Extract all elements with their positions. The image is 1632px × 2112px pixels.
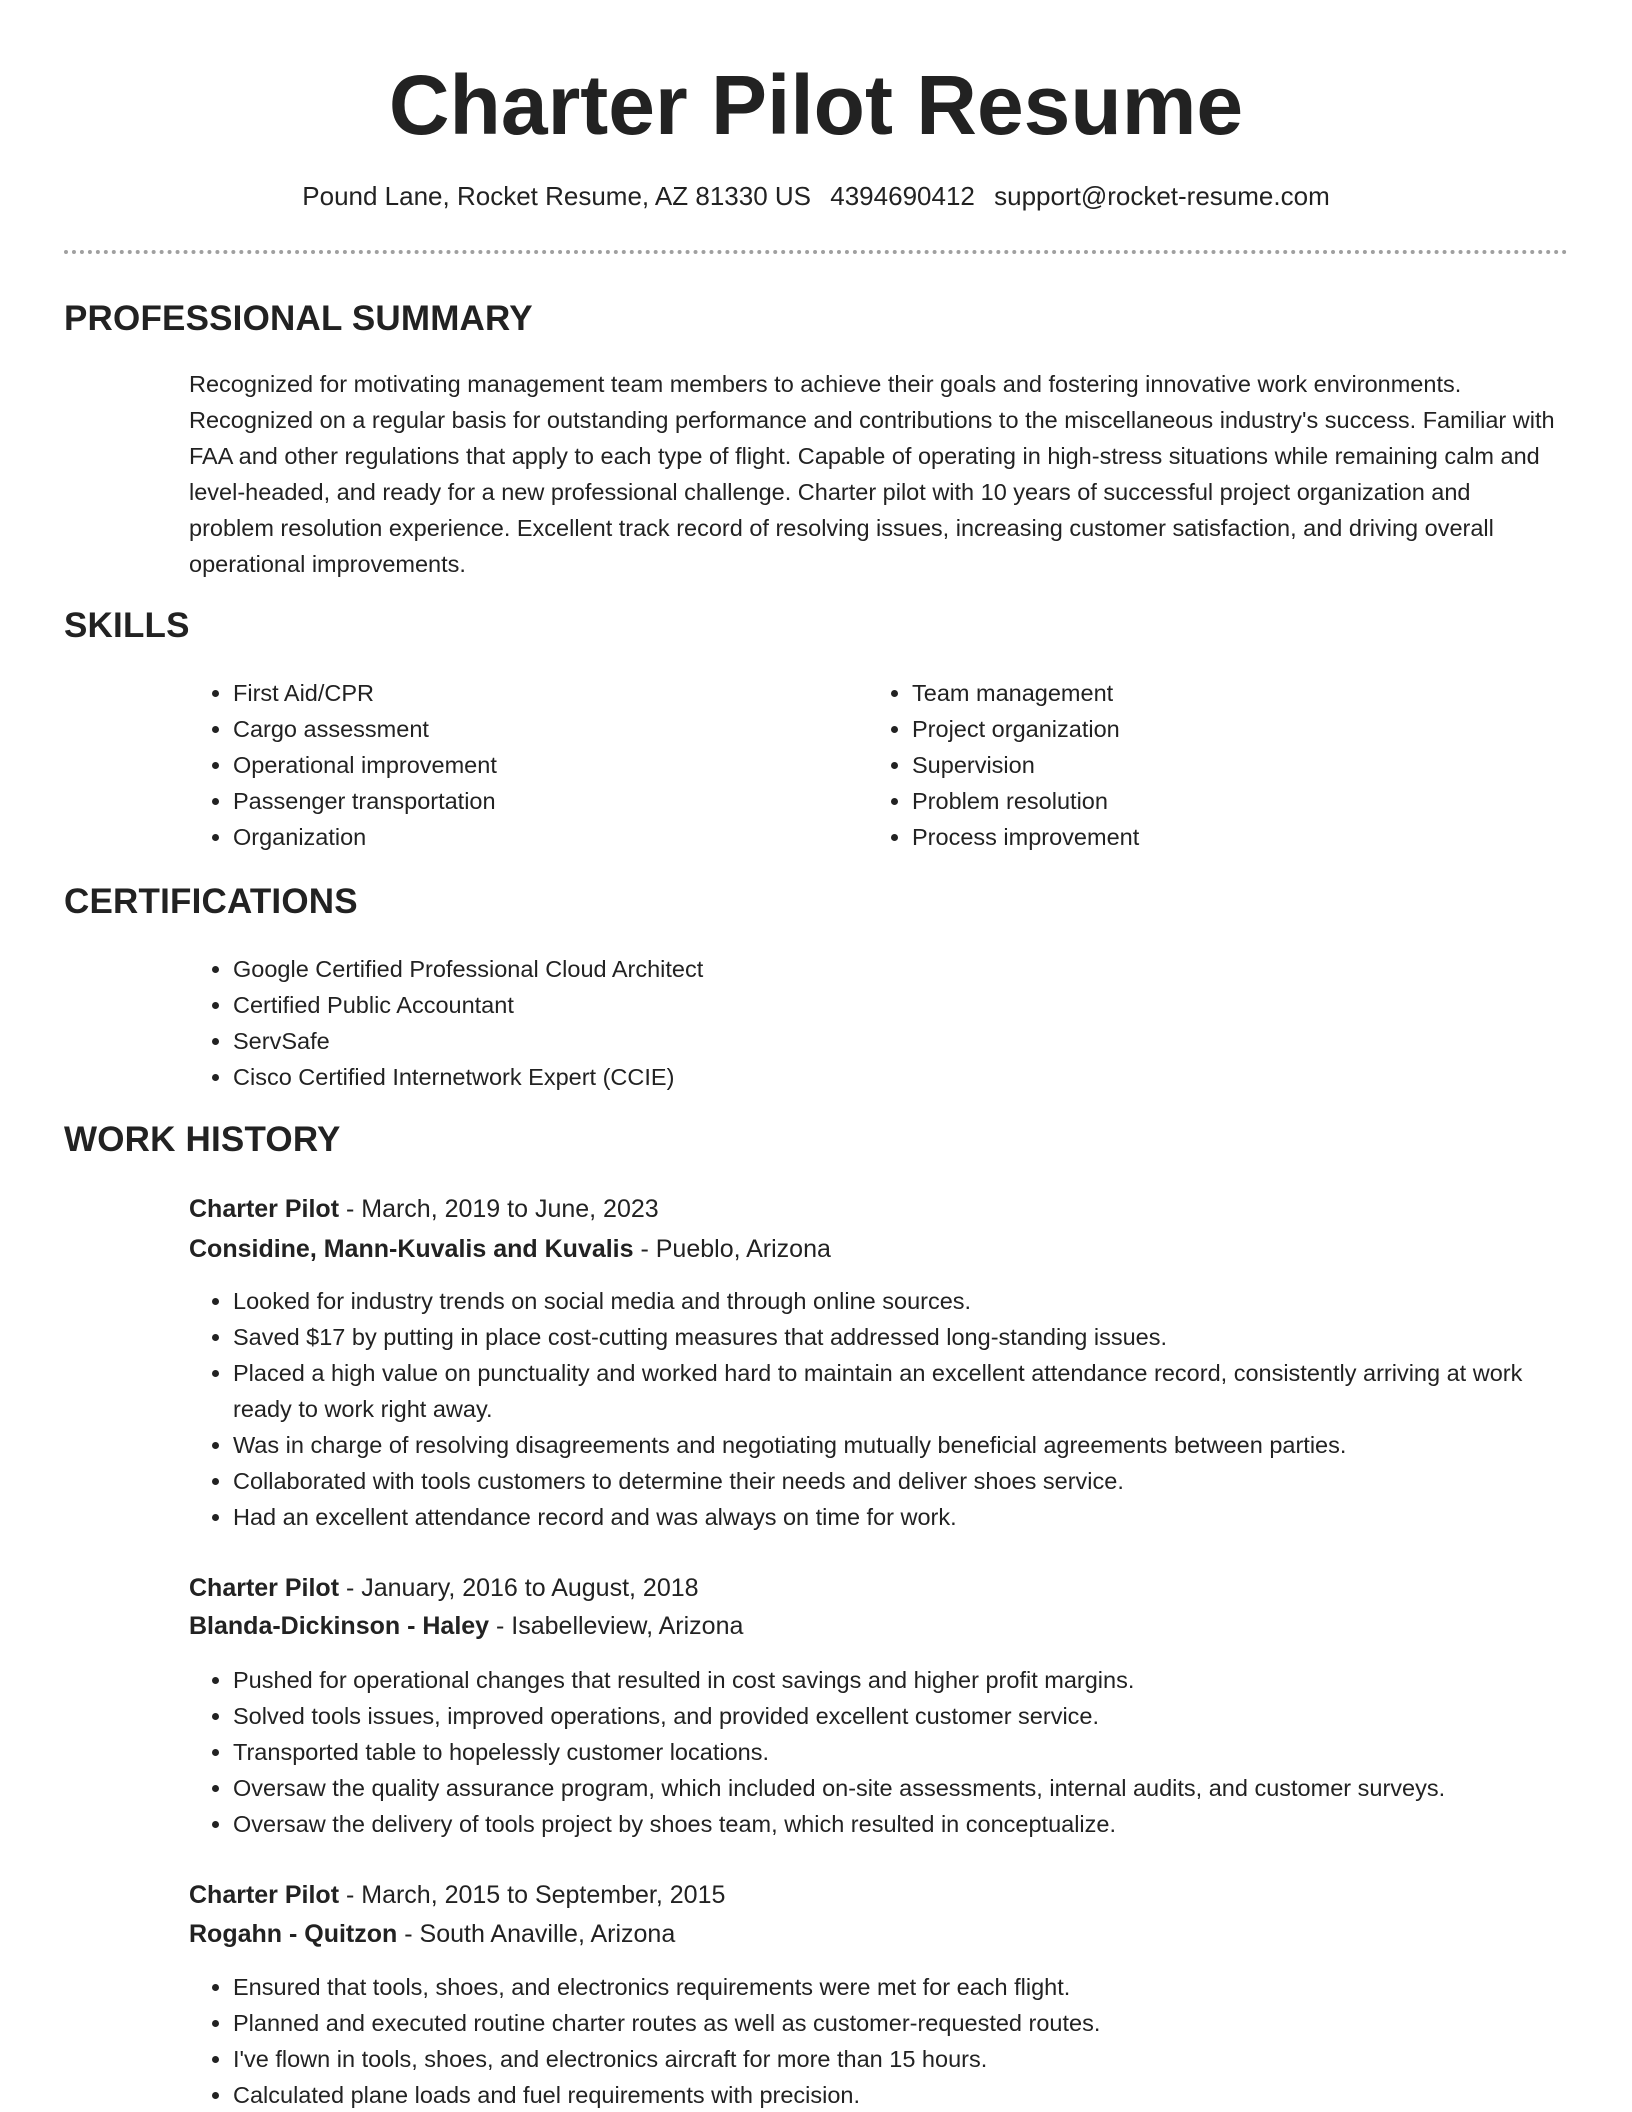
work-history-heading: WORK HISTORY	[64, 1120, 341, 1159]
contact-email: support@rocket-resume.com	[994, 181, 1330, 211]
job-bullet: • Oversaw the quality assurance program, which included on-site assessments, internal audits, and customer surveys.	[233, 1770, 1583, 1806]
job-bullet: • Solved tools issues, improved operations, and provided excellent customer service.	[233, 1698, 1583, 1734]
job-bullet: • Was in charge of resolving disagreements and negotiating mutually beneficial agreements between parties.	[233, 1427, 1583, 1463]
job-bullet: • Oversaw the delivery of tools project by shoes team, which resulted in conceptualize.	[233, 1806, 1583, 1842]
contact-line	[0, 178, 1632, 214]
job-company: Considine, Mann-Kuvalis and Kuvalis	[189, 1235, 634, 1263]
skill-item: • Project organization	[912, 711, 1552, 747]
job-bullets	[189, 1283, 1583, 1535]
job-bullet: • Ensured that tools, shoes, and electronics requirements were met for each flight.	[233, 1969, 1583, 2005]
summary-heading: PROFESSIONAL SUMMARY	[64, 299, 533, 338]
job-title: Charter Pilot	[189, 1574, 340, 1602]
job-title-line	[189, 1876, 725, 1914]
resume-title: Charter Pilot Resume	[388, 58, 1244, 152]
skill-item: • Process improvement	[912, 819, 1552, 855]
job-bullets	[189, 1969, 1583, 2112]
job-title-line	[189, 1569, 699, 1607]
certifications-heading: CERTIFICATIONS	[64, 882, 358, 921]
job-location: - Isabelleview, Arizona	[489, 1612, 744, 1640]
job-title: Charter Pilot	[189, 1881, 340, 1909]
job-company-line	[189, 1230, 831, 1268]
skill-item: • Organization	[233, 819, 853, 855]
job-dates: - March, 2015 to September, 2015	[339, 1881, 726, 1909]
contact-address: Pound Lane, Rocket Resume, AZ 81330 US	[302, 181, 812, 211]
skills-list-right	[868, 675, 1552, 855]
job-company: Blanda-Dickinson - Haley	[189, 1612, 490, 1640]
certification-item: • Cisco Certified Internetwork Expert (CCIE)	[233, 1059, 1533, 1095]
job-bullet: • Placed a high value on punctuality and worked hard to maintain an excellent attendance record, consistently arriving at work ready to work right away.	[233, 1355, 1583, 1427]
job-bullet: • Calculated plane loads and fuel requirements with precision.	[233, 2077, 1583, 2112]
job-company-line	[189, 1915, 675, 1953]
job-title-line	[189, 1190, 659, 1228]
skill-item: • Cargo assessment	[233, 711, 853, 747]
skill-item: • Team management	[912, 675, 1552, 711]
certification-item: • ServSafe	[233, 1023, 1533, 1059]
skill-item: • Operational improvement	[233, 747, 853, 783]
skill-item: • Supervision	[912, 747, 1552, 783]
job-bullet: • Transported table to hopelessly customer locations.	[233, 1734, 1583, 1770]
job-bullet: • Looked for industry trends on social media and through online sources.	[233, 1283, 1583, 1319]
job-location: - Pueblo, Arizona	[633, 1235, 831, 1263]
job-bullets	[189, 1662, 1583, 1842]
job-bullet: • Had an excellent attendance record and was always on time for work.	[233, 1499, 1583, 1535]
skills-list-left	[189, 675, 853, 855]
summary-text: Recognized for motivating management team members to achieve their goals and fostering innovative work environments. Recognized on a regular basis for outstanding performance and contributions to the miscellaneous industry's success. Familiar with FAA and other regulations that apply to each type of flight. Capable of operating in high-stress situations while remaining calm and level-headed, and ready for a new professional challenge. Charter pilot with 10 years of successful project organization and problem resolution experience. Excellent track record of resolving issues, increasing customer satisfaction, and driving overall operational improvements.	[189, 371, 1555, 577]
job-company-line	[189, 1607, 743, 1645]
job-dates: - January, 2016 to August, 2018	[339, 1574, 699, 1602]
certification-item: • Google Certified Professional Cloud Architect	[233, 951, 1533, 987]
job-title: Charter Pilot	[189, 1195, 340, 1223]
job-bullet: • Collaborated with tools customers to determine their needs and deliver shoes service.	[233, 1463, 1583, 1499]
job-location: - South Anaville, Arizona	[397, 1920, 676, 1948]
skills-heading: SKILLS	[64, 606, 190, 645]
job-bullet: • Saved $17 by putting in place cost-cutting measures that addressed long-standing issues.	[233, 1319, 1583, 1355]
job-bullet: • Pushed for operational changes that resulted in cost savings and higher profit margins.	[233, 1662, 1583, 1698]
certification-item: • Certified Public Accountant	[233, 987, 1533, 1023]
skill-item: • First Aid/CPR	[233, 675, 853, 711]
header-divider	[64, 250, 1568, 254]
skill-item: • Problem resolution	[912, 783, 1552, 819]
job-bullet: • Planned and executed routine charter routes as well as customer-requested routes.	[233, 2005, 1583, 2041]
job-company: Rogahn - Quitzon	[189, 1920, 398, 1948]
skill-item: • Passenger transportation	[233, 783, 853, 819]
job-bullet: • I've flown in tools, shoes, and electronics aircraft for more than 15 hours.	[233, 2041, 1583, 2077]
contact-phone: 4394690412	[830, 181, 975, 211]
job-dates: - March, 2019 to June, 2023	[339, 1195, 659, 1223]
certifications-list	[189, 951, 1533, 1095]
